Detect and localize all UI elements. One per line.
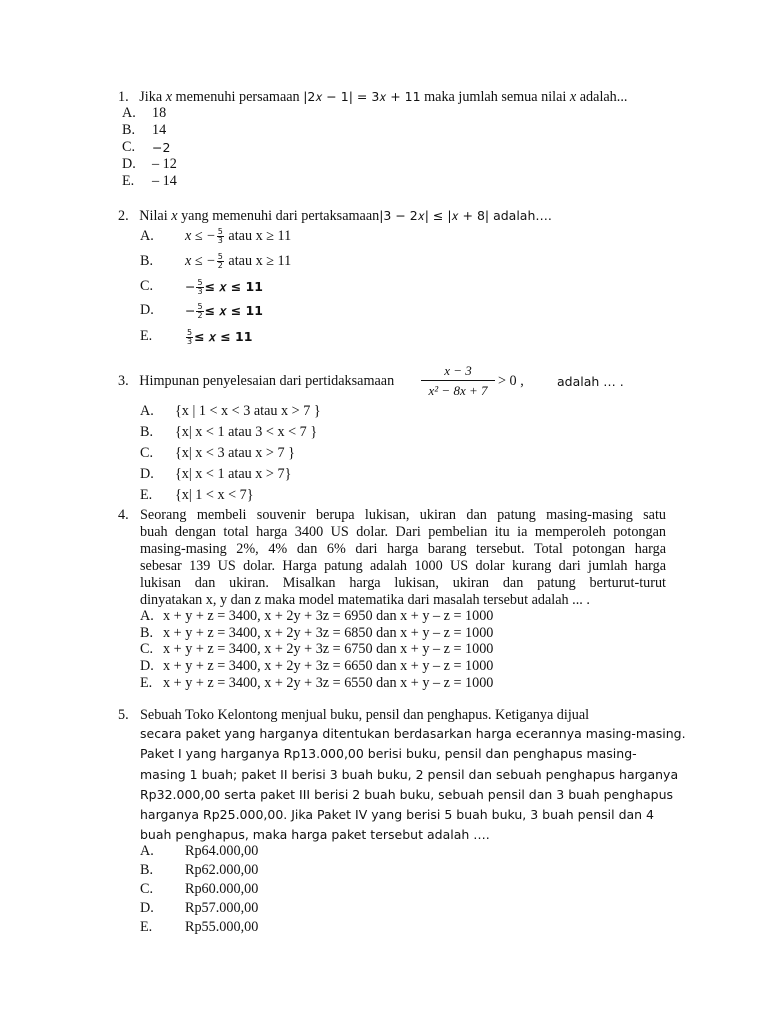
option-text: – 14 bbox=[152, 173, 177, 189]
question-3-option-a[interactable] bbox=[140, 403, 321, 420]
option-label: A. bbox=[140, 608, 154, 624]
question-4-line-1: Seorang membeli souvenir berupa lukisan, ukiran dan patung masing-masing satu bbox=[140, 507, 666, 523]
option-pre: x ≤ − bbox=[185, 228, 216, 244]
option-pre: − bbox=[185, 303, 196, 318]
option-text: x + y + z = 3400, x + 2y + 3z = 6850 dan x + y – z = 1000 bbox=[163, 625, 494, 641]
question-4-option-c[interactable] bbox=[140, 641, 494, 658]
option-label: D. bbox=[140, 900, 154, 916]
question-4-number: 4. bbox=[118, 507, 129, 523]
question-1-equation: |2𝑥 − 1| = 3𝑥 + 11 bbox=[303, 89, 421, 104]
question-2-text-a: Nilai bbox=[139, 208, 172, 224]
question-3-fraction bbox=[421, 363, 495, 399]
option-label: A. bbox=[140, 843, 154, 859]
question-2-option-a[interactable] bbox=[140, 227, 292, 246]
question-1-stem bbox=[118, 88, 627, 106]
question-2-option-e[interactable] bbox=[140, 328, 253, 346]
option-text: x + y + z = 3400, x + 2y + 3z = 6950 dan x + y – z = 1000 bbox=[163, 608, 494, 624]
option-text: Rp55.000,00 bbox=[185, 919, 259, 935]
question-4-option-e[interactable] bbox=[140, 675, 494, 692]
question-1-option-e[interactable] bbox=[122, 173, 177, 190]
fraction-numerator: 5 bbox=[217, 252, 223, 262]
option-post: ≤ 𝑥 ≤ 11 bbox=[204, 279, 263, 294]
question-3-option-e[interactable] bbox=[140, 487, 254, 504]
option-text: 14 bbox=[152, 122, 167, 138]
option-post: ≤ 𝑥 ≤ 11 bbox=[204, 303, 263, 318]
option-text: – 12 bbox=[152, 156, 177, 172]
option-label: C. bbox=[140, 881, 154, 897]
option-label: C. bbox=[122, 139, 136, 155]
option-text: Rp60.000,00 bbox=[185, 881, 259, 897]
option-label: A. bbox=[140, 228, 154, 244]
fraction bbox=[196, 279, 203, 296]
question-4-line-5: lukisan dan ukiran. Misalkan harga lukisan, ukiran dan patung berturut-turut bbox=[140, 575, 666, 591]
question-4-line-6: dinyatakan x, y dan z maka model matematika dari masalah tersebut adalah ... . bbox=[140, 592, 590, 608]
fraction bbox=[217, 253, 224, 270]
fraction-denominator: 2 bbox=[197, 311, 203, 320]
question-1-text-a: Jika bbox=[139, 89, 166, 105]
question-5-line-3: Paket I yang harganya Rp13.000,00 berisi buku, pensil dan penghapus masing- bbox=[140, 746, 637, 761]
option-text bbox=[185, 328, 252, 346]
option-text: {x| x < 3 atau x > 7 } bbox=[175, 445, 295, 461]
option-text: x + y + z = 3400, x + 2y + 3z = 6550 dan x + y – z = 1000 bbox=[163, 675, 494, 691]
question-3-stem bbox=[118, 373, 394, 390]
question-4-line-3: masing-masing 2%, 4% dan 6% dari harga barang tersebut. Total potongan harga bbox=[140, 541, 666, 557]
question-5-line-4: masing 1 buah; paket II berisi 3 buah buku, 2 pensil dan sebuah penghapus harganya bbox=[140, 767, 679, 782]
option-label: A. bbox=[140, 403, 154, 419]
fraction-numerator: 5 bbox=[197, 302, 203, 311]
question-3-option-b[interactable] bbox=[140, 424, 318, 441]
fraction-denominator: 2 bbox=[217, 261, 223, 271]
question-5-option-c[interactable] bbox=[140, 881, 259, 898]
question-2-stem bbox=[118, 207, 552, 225]
fraction-numerator: x − 3 bbox=[421, 363, 495, 381]
question-2-inequality: |3 − 2𝑥| ≤ |𝑥 + 8| bbox=[379, 208, 490, 223]
question-2-var: x bbox=[171, 208, 178, 224]
option-post: ≤ 𝑥 ≤ 11 bbox=[194, 329, 253, 344]
option-label: C. bbox=[140, 641, 154, 657]
question-2-option-c[interactable] bbox=[140, 278, 263, 296]
question-4-line-2: buah dengan total harga 3400 US dolar. Dari pembelian itu ia memperoleh potongan bbox=[140, 524, 666, 540]
question-4-line-4: sebesar 139 US dolar. Harga patung adalah 1000 US dolar kurang dari jumlah harga bbox=[140, 558, 666, 574]
option-text: {x| x < 1 atau x > 7} bbox=[175, 466, 292, 482]
fraction-denominator: x² − 8x + 7 bbox=[428, 383, 488, 398]
question-5-option-b[interactable] bbox=[140, 862, 259, 879]
question-5-line-5: Rp32.000,00 serta paket III berisi 2 buah buku, sebuah pensil dan 3 buah penghapus bbox=[140, 787, 674, 802]
option-text: x + y + z = 3400, x + 2y + 3z = 6750 dan x + y – z = 1000 bbox=[163, 641, 494, 657]
option-text: Rp62.000,00 bbox=[185, 862, 259, 878]
option-text: Rp57.000,00 bbox=[185, 900, 259, 916]
fraction-numerator: 5 bbox=[217, 227, 223, 237]
option-label: D. bbox=[140, 658, 154, 674]
fraction bbox=[196, 303, 203, 320]
question-4-option-d[interactable] bbox=[140, 658, 494, 675]
question-1-text-b: memenuhi persamaan bbox=[172, 89, 304, 105]
question-3-number: 3. bbox=[118, 373, 129, 389]
option-post: atau x ≥ 11 bbox=[224, 228, 292, 244]
fraction-numerator: 5 bbox=[197, 278, 203, 287]
option-text: −2 bbox=[152, 140, 171, 155]
option-label: A. bbox=[122, 105, 136, 121]
option-label: D. bbox=[122, 156, 136, 172]
question-3-tail: adalah … . bbox=[557, 374, 624, 389]
question-2-text-c: adalah…. bbox=[489, 208, 552, 223]
option-text: Rp64.000,00 bbox=[185, 843, 259, 859]
fraction bbox=[217, 228, 224, 245]
option-label: E. bbox=[122, 173, 135, 189]
option-text bbox=[185, 302, 263, 320]
option-label: B. bbox=[140, 625, 154, 641]
question-1-var: x bbox=[165, 89, 172, 105]
option-pre: − bbox=[185, 279, 196, 294]
option-post: atau x ≥ 11 bbox=[224, 253, 292, 269]
option-label: D. bbox=[140, 466, 154, 482]
question-5-option-e[interactable] bbox=[140, 919, 259, 936]
option-text: {x| 1 < x < 7} bbox=[175, 487, 254, 503]
option-label: E. bbox=[140, 328, 153, 344]
option-text: x + y + z = 3400, x + 2y + 3z = 6650 dan x + y – z = 1000 bbox=[163, 658, 494, 674]
option-label: B. bbox=[140, 253, 154, 269]
question-1-text-c: maka jumlah semua nilai bbox=[420, 89, 570, 105]
question-2-option-d[interactable] bbox=[140, 302, 263, 320]
question-1-text-d: adalah... bbox=[576, 89, 628, 105]
option-label: E. bbox=[140, 919, 153, 935]
fraction-denominator: 3 bbox=[197, 287, 203, 296]
question-3-option-c[interactable] bbox=[140, 445, 295, 462]
option-label: C. bbox=[140, 278, 154, 294]
question-5-line-2: secara paket yang harganya ditentukan berdasarkan harga ecerannya masing-masing. bbox=[140, 726, 686, 741]
question-5-option-d[interactable] bbox=[140, 900, 259, 917]
fraction-numerator: 5 bbox=[187, 328, 193, 337]
fraction bbox=[186, 329, 193, 346]
option-label: D. bbox=[140, 302, 154, 318]
question-3-text: Himpunan penyelesaian dari pertidaksamaan bbox=[139, 373, 395, 389]
question-1-option-b[interactable] bbox=[122, 122, 167, 139]
option-text: {x| x < 1 atau 3 < x < 7 } bbox=[175, 424, 318, 440]
question-3-option-d[interactable] bbox=[140, 466, 292, 483]
option-label: E. bbox=[140, 675, 153, 691]
question-1-option-c[interactable] bbox=[122, 139, 171, 156]
fraction-denominator: 3 bbox=[217, 236, 223, 246]
question-1-option-d[interactable] bbox=[122, 156, 177, 173]
question-4-option-a[interactable] bbox=[140, 608, 494, 625]
option-label: B. bbox=[140, 424, 154, 440]
option-label: B. bbox=[140, 862, 154, 878]
question-5-option-a[interactable] bbox=[140, 843, 259, 860]
question-1-option-a[interactable] bbox=[122, 105, 167, 122]
question-5-number: 5. bbox=[118, 707, 129, 723]
option-pre: x ≤ − bbox=[185, 253, 216, 269]
question-2-option-b[interactable] bbox=[140, 252, 292, 271]
question-3-gt: > 0 , bbox=[498, 373, 524, 389]
question-5-line-7: buah penghapus, maka harga paket tersebut adalah …. bbox=[140, 827, 490, 842]
question-5-line-6: harganya Rp25.000,00. Jika Paket IV yang berisi 5 buah buku, 3 buah pensil dan 4 bbox=[140, 807, 655, 822]
fraction-denominator: 3 bbox=[187, 337, 193, 346]
option-label: C. bbox=[140, 445, 154, 461]
question-2-text-b: yang memenuhi dari pertaksamaan bbox=[177, 208, 380, 224]
option-text: 18 bbox=[152, 105, 167, 121]
question-5-line-1: Sebuah Toko Kelontong menjual buku, pensil dan penghapus. Ketiganya dijual bbox=[140, 707, 590, 723]
option-text: {x | 1 < x < 3 atau x > 7 } bbox=[175, 403, 321, 419]
option-text bbox=[185, 278, 263, 296]
question-1-number: 1. bbox=[118, 89, 129, 105]
question-2-number: 2. bbox=[118, 208, 129, 224]
question-4-option-b[interactable] bbox=[140, 625, 494, 642]
option-text bbox=[185, 228, 291, 245]
question-1-var2: x bbox=[569, 89, 577, 105]
option-label: B. bbox=[122, 122, 136, 138]
option-label: E. bbox=[140, 487, 153, 503]
option-text bbox=[185, 253, 291, 270]
